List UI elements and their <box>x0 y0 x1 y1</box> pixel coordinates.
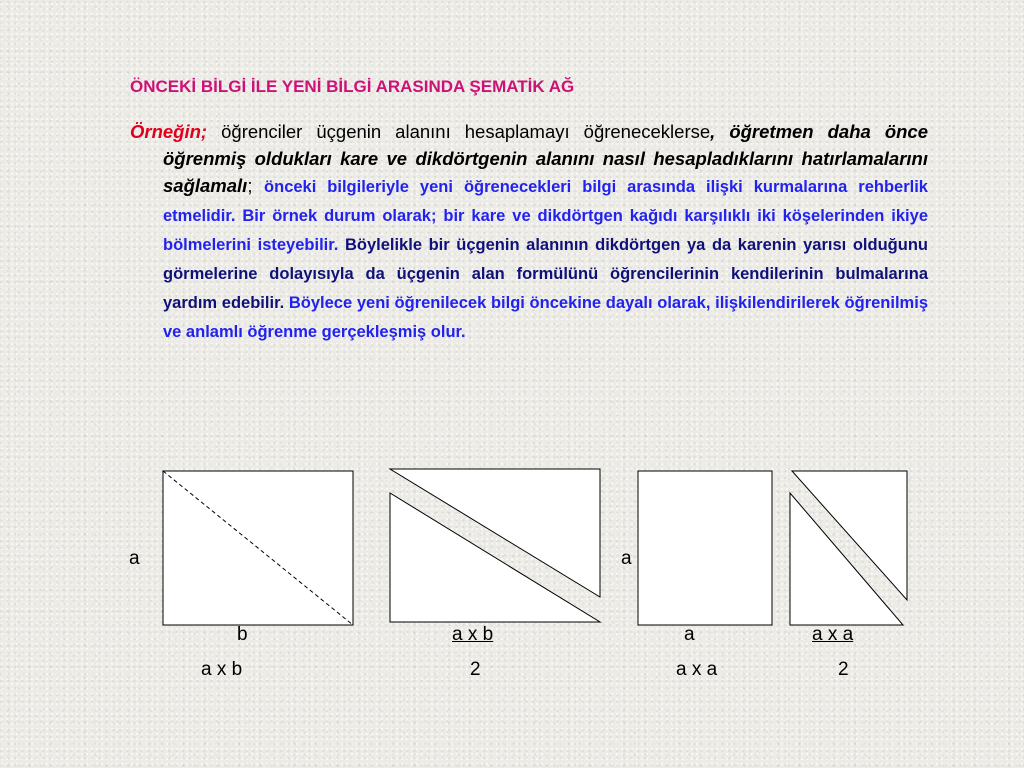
rect-side-label: a <box>129 548 140 569</box>
paragraph-part-4: Böylelikle bir üçgenin alanının dikdörtgen ya da karenin yarısı olduğunu görmelerine dolayısıyla da üçgenin alan formülünü öğrencilerinin kendilerinin bulmalarına yardım edebilir. <box>163 236 928 312</box>
paragraph-comma: , <box>710 121 716 142</box>
paragraph-separator: ; <box>247 175 265 196</box>
square-area-formula: a x a <box>676 659 718 680</box>
paragraph-part-1: öğrenciler üçgenin alanını hesaplamayı öğreneceklerse <box>207 121 711 142</box>
square-shape <box>638 471 772 625</box>
rect-bottom-label: b <box>237 624 248 645</box>
paragraph-part-2: öğretmen daha önce öğrenmiş oldukları kare ve dikdörtgenin alanını nasıl hesapladıklarını hatırlamalarını sağlamalı <box>163 121 928 196</box>
square-bottom-label: a <box>684 624 695 645</box>
square-side-label: a <box>621 548 632 569</box>
paragraph-part-3: önceki bilgileriyle yeni öğrenecekleri bilgi arasında ilişki kurmalarına rehberlik etmelidir. Bir örnek durum olarak; bir kare ve dikdörtgen kağıdı karşılıklı iki köşelerinden ikiye bölmelerini isteyebilir. <box>163 178 928 254</box>
tri-rect-numerator: a x b <box>452 624 494 645</box>
paragraph-part-5: Böylece yeni öğrenilecek bilgi öncekine dayalı olarak, ilişkilendirilerek öğrenilmiş ve anlamlı öğrenme gerçekleşmiş olur. <box>163 294 928 341</box>
rect-area-formula: a x b <box>201 659 243 680</box>
tri-square-denominator: 2 <box>838 659 849 680</box>
tri-square-numerator: a x a <box>812 624 854 645</box>
slide-title: ÖNCEKİ BİLGİ İLE YENİ BİLGİ ARASINDA ŞEMATİK AĞ <box>130 77 575 96</box>
example-lead: Örneğin; <box>130 121 208 142</box>
tri-rect-denominator: 2 <box>470 659 481 680</box>
